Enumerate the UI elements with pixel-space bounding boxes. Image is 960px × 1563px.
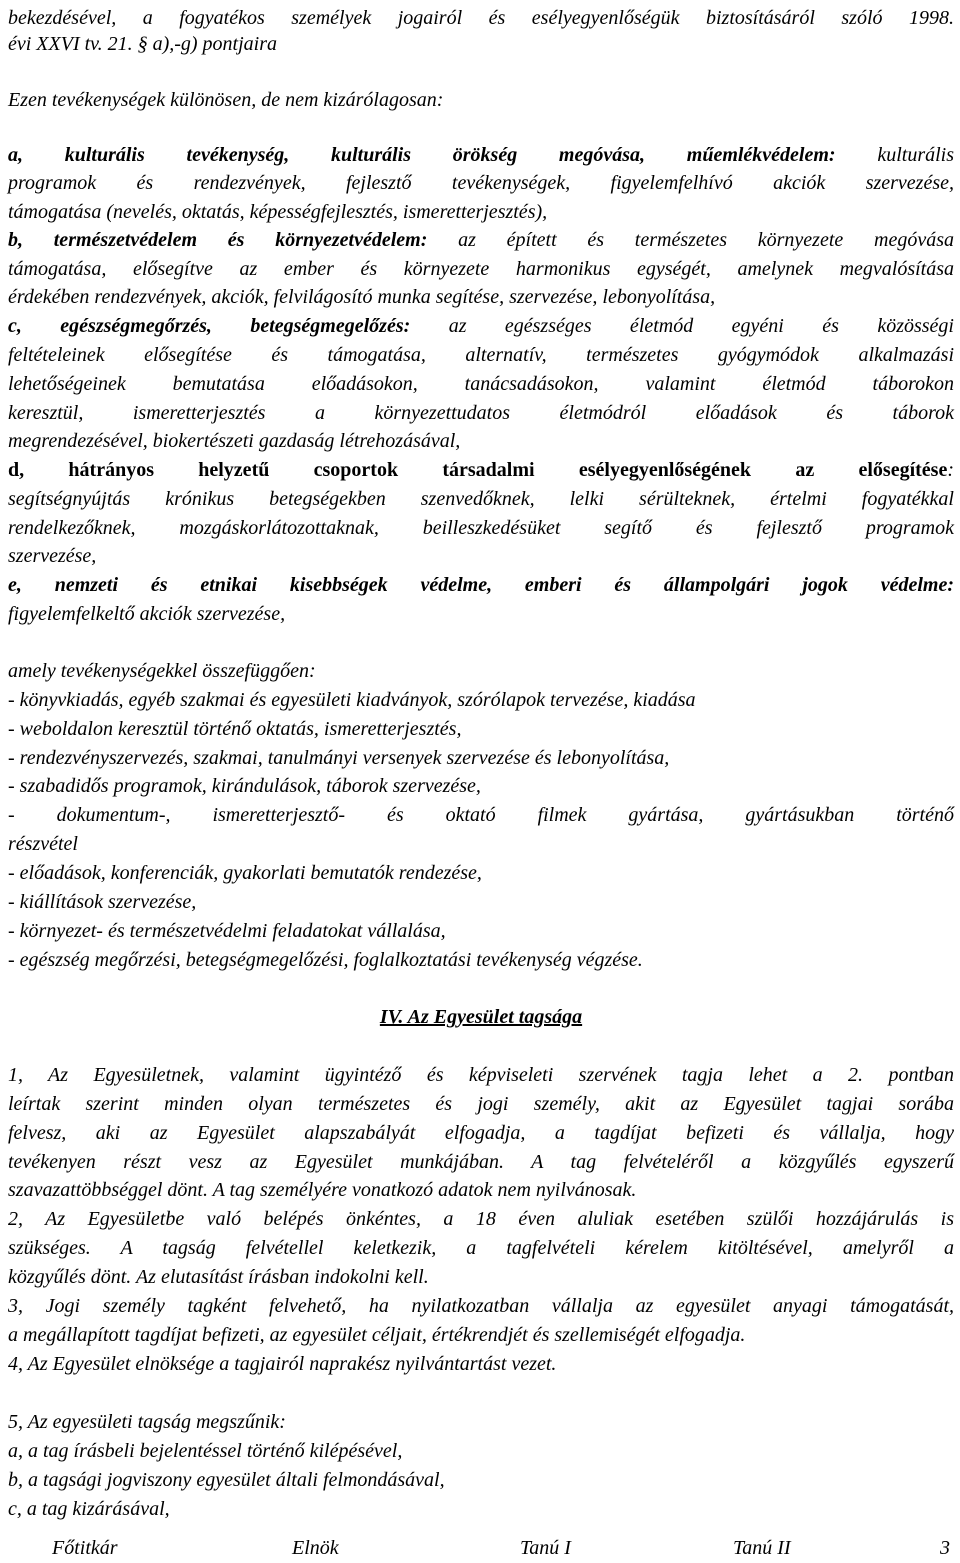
activity-a-title: a, kulturális tevékenység, kulturális örökség megóvása, műemlékvédelem: xyxy=(8,144,836,166)
activity-b-line-2: támogatása, elősegítve az ember és környezete harmonikus egységét, amelynek megvalósítása xyxy=(8,258,954,280)
activity-d-title: d, hátrányos helyzetű csoportok társadalmi esélyegyenlőségének az elősegítése xyxy=(8,459,948,481)
signer-secretary-general: Főtitkár xyxy=(52,1537,118,1559)
activity-c-line-1 xyxy=(8,312,954,341)
membership-p2-line-1: 2, Az Egyesületbe való belépés önkéntes, a 18 éven aluliak esetében szülői hozzájárulás is xyxy=(8,1208,954,1230)
activity-d-line-1 xyxy=(8,456,954,485)
related-item-5: - dokumentum-, ismeretterjesztő- és oktató filmek gyártása, gyártásukban történő xyxy=(8,804,954,826)
membership-p3-line-2: a megállapított tagdíjat befizeti, az egyesület céljait, értékrendjét és szellemiségét elfogadja. xyxy=(8,1324,746,1346)
signer-witness-1: Tanú I xyxy=(520,1537,571,1559)
activity-a-tail: kulturális xyxy=(835,144,955,166)
related-item-5-cont: részvétel xyxy=(8,833,78,855)
activity-e-title: e, nemzeti és etnikai kisebbségek védelme, emberi és állampolgári jogok védelme: xyxy=(8,574,954,596)
section-heading: IV. Az Egyesület tagsága xyxy=(379,1006,583,1028)
activity-c-tail: az egészséges életmód egyéni és közösségi xyxy=(410,315,954,337)
activity-d-line-4: szervezése, xyxy=(8,545,97,567)
membership-p5-item-b: b, a tagsági jogviszony egyesület általi felmondásával, xyxy=(8,1469,445,1491)
membership-p1-line-4: tevékenyen részt vesz az Egyesület munkájában. A tag felvételéről a közgyűlés egyszerű xyxy=(8,1151,954,1173)
membership-p5: 5, Az egyesületi tagság megszűnik: xyxy=(8,1411,286,1433)
related-item-8: - környezet- és természetvédelmi feladatokat vállalása, xyxy=(8,920,446,942)
activity-c-line-2: feltételeinek elősegítése és támogatása, alternatív, természetes gyógymódok alkalmazási xyxy=(8,344,954,366)
membership-p2-line-3: közgyűlés dönt. Az elutasítást írásban indokolni kell. xyxy=(8,1266,429,1288)
membership-p5-item-c: c, a tag kizárásával, xyxy=(8,1498,170,1520)
activity-b-line-3: érdekében rendezvények, akciók, felvilágosító munka segítése, szervezése, lebonyolítása, xyxy=(8,286,716,308)
activity-b-tail: az épített és természetes környezete megóvása xyxy=(427,229,954,251)
related-intro: amely tevékenységekkel összefüggően: xyxy=(8,660,316,682)
page-number: 3 xyxy=(940,1537,950,1559)
related-item-3: - rendezvényszervezés, szakmai, tanulmányi versenyek szervezése és lebonyolítása, xyxy=(8,747,670,769)
membership-p1-line-5: szavazattöbbséggel dönt. A tag személyére vonatkozó adatok nem nyilvánosak. xyxy=(8,1179,637,1201)
activity-e-line-2: figyelemfelkeltő akciók szervezése, xyxy=(8,603,286,625)
activity-a-line-2: programok és rendezvények, fejlesztő tevékenységek, figyelemfelhívó akciók szervezése, xyxy=(8,172,954,194)
intro-line-3: Ezen tevékenységek különösen, de nem kizárólagosan: xyxy=(8,89,444,111)
membership-p5-item-a: a, a tag írásbeli bejelentéssel történő kilépésével, xyxy=(8,1440,403,1462)
signer-witness-2: Tanú II xyxy=(733,1537,791,1559)
activity-c-line-3: lehetőségeinek bemutatása előadásokon, tanácsadásokon, valamint életmód táborokon xyxy=(8,373,954,395)
activity-c-line-4: keresztül, ismeretterjesztés a környezettudatos életmódról előadások és táborok xyxy=(8,402,954,424)
related-item-7: - kiállítások szervezése, xyxy=(8,891,197,913)
membership-p1-line-3: felvesz, aki az Egyesület alapszabályát elfogadja, a tagdíjat befizeti és vállalja, hogy xyxy=(8,1122,954,1144)
related-item-4: - szabadidős programok, kirándulások, táborok szervezése, xyxy=(8,775,481,797)
activity-c-line-5: megrendezésével, biokertészeti gazdaság létrehozásával, xyxy=(8,430,461,452)
related-item-1: - könyvkiadás, egyéb szakmai és egyesületi kiadványok, szórólapok tervezése, kiadása xyxy=(8,689,696,711)
activity-d-line-3: rendelkezőknek, mozgáskorlátozottaknak, beilleszkedésüket segítő és fejlesztő programok xyxy=(8,517,954,539)
activity-a-line-1 xyxy=(8,141,954,170)
membership-p1-line-1: 1, Az Egyesületnek, valamint ügyintéző és képviseleti szervének tagja lehet a 2. pontban xyxy=(8,1064,954,1086)
membership-p3-line-1: 3, Jogi személy tagként felvehető, ha nyilatkozatban vállalja az egyesület anyagi támogatását, xyxy=(8,1295,954,1317)
membership-p2-line-2: szükséges. A tagság felvétellel keletkezik, a tagfelvételi kérelem kitöltésével, amelyről a xyxy=(8,1237,954,1259)
activity-c-title: c, egészségmegőrzés, betegségmegelőzés: xyxy=(8,315,411,337)
related-item-6: - előadások, konferenciák, gyakorlati bemutatók rendezése, xyxy=(8,862,482,884)
intro-line-2: évi XXVI tv. 21. § a),-g) pontjaira xyxy=(8,33,278,55)
related-item-9: - egészség megőrzési, betegségmegelőzési, foglalkoztatási tevékenység végzése. xyxy=(8,949,643,971)
activity-b-line-1 xyxy=(8,226,954,255)
membership-p1-line-2: leírtak szerint minden olyan természetes és jogi személy, akit az Egyesület tagjai sorába xyxy=(8,1093,954,1115)
membership-p4: 4, Az Egyesület elnöksége a tagjairól naprakész nyilvántartást vezet. xyxy=(8,1353,557,1375)
activity-d-line-2: segítségnyújtás krónikus betegségekben szenvedőknek, lelki sérülteknek, értelmi fogyatékkal xyxy=(8,488,954,510)
activity-a-line-3: támogatása (nevelés, oktatás, képességfejlesztés, ismeretterjesztés), xyxy=(8,201,548,223)
intro-line-1: bekezdésével, a fogyatékos személyek jogairól és esélyegyenlőségük biztosításáról szóló 1998. xyxy=(8,7,954,29)
activity-d-tail: : xyxy=(947,459,954,481)
related-item-2: - weboldalon keresztül történő oktatás, ismeretterjesztés, xyxy=(8,718,462,740)
signer-president: Elnök xyxy=(292,1537,339,1559)
activity-b-title: b, természetvédelem és környezetvédelem: xyxy=(8,229,428,251)
